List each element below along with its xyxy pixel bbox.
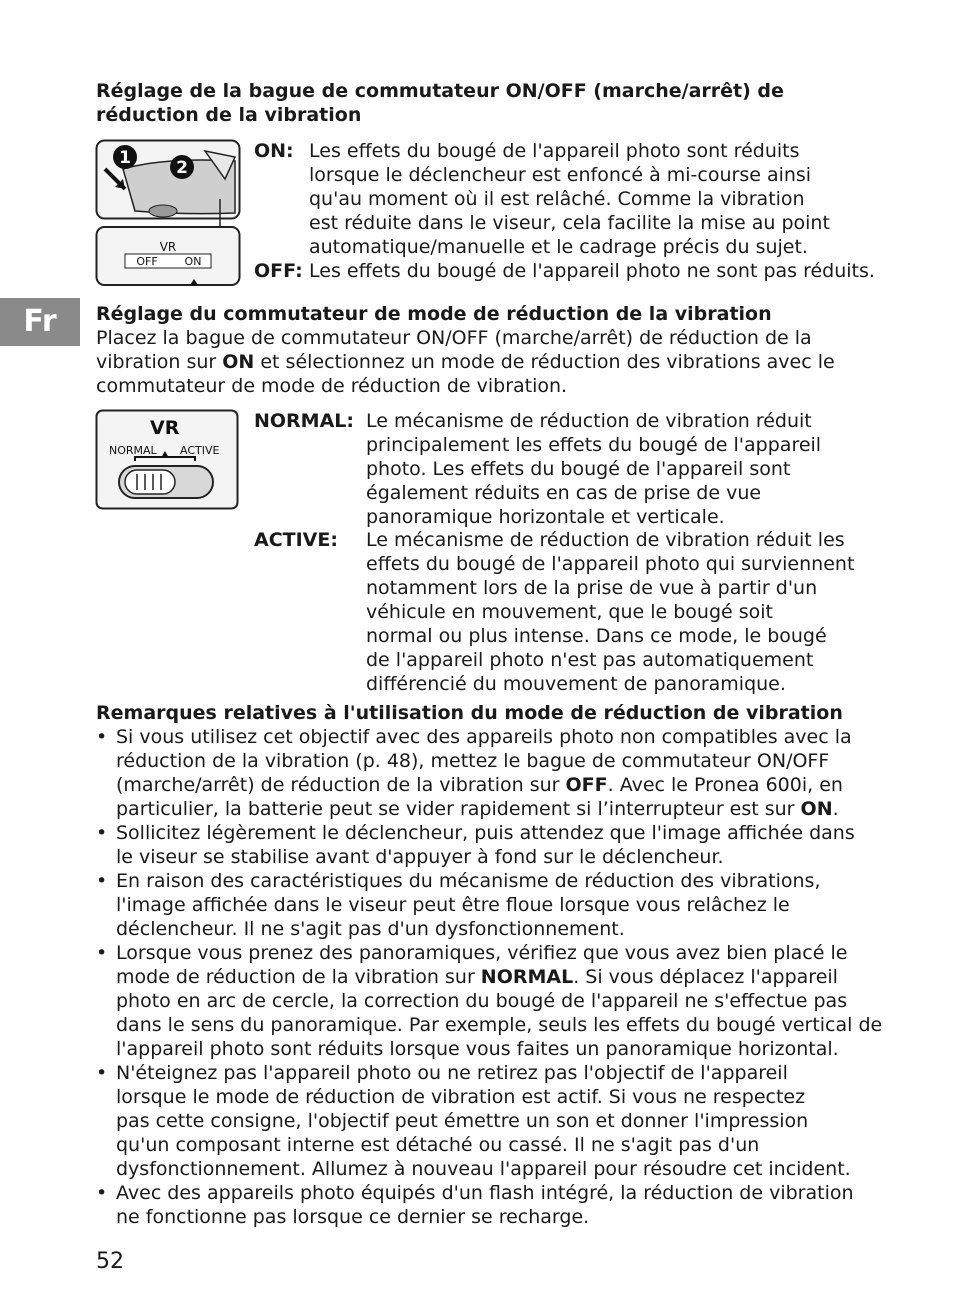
definition-active-text: Le mécanisme de réduction de vibration réduit les effets du bougé de l'appareil photo qui surviennent notamment lors de la prise de vue à partir d'un véhicule en mouvement, que le bougé soit normal ou plus intense. Dans ce mode, le bougé de l'appareil photo n'est pas automatiquement différencié du mouvement de panoramique. bbox=[366, 529, 855, 695]
section-heading-notes: Remarques relatives à l'utilisation du mode de réduction de vibration bbox=[96, 702, 843, 724]
bullet: • bbox=[96, 1182, 108, 1204]
section-heading-vr-mode: Réglage du commutateur de mode de réduction de la vibration bbox=[96, 303, 772, 325]
step2-number: 2 bbox=[176, 158, 188, 178]
definition-off: OFF: Les effets du bougé de l'appareil photo ne sont pas réduits. bbox=[254, 260, 875, 282]
definition-on: ON: Les effets du bougé de l'appareil photo sont réduits lorsque le déclencheur est enfoncé à mi-course ainsi qu'au moment où il est relâché. Comme la vibration est réduite dans le viseur, cela facilite la mise au point automatique/manuelle et le cadrage précis du sujet. bbox=[254, 139, 874, 259]
section-heading-vr-ring: Réglage de la bague de commutateur ON/OFF (marche/arrêt) de réduction de la vibration bbox=[96, 80, 784, 126]
bullet: • bbox=[96, 942, 108, 964]
definition-on-text: Les effets du bougé de l'appareil photo sont réduits lorsque le déclencheur est enfoncé à mi-course ainsi qu'au moment où il est relâché. Comme la vibration est réduite dans le viseur, cela facilite la mise au point automatique/manuelle et le cadrage précis du sujet. bbox=[309, 140, 830, 258]
definition-normal-text: Le mécanisme de réduction de vibration réduit principalement les effets du bougé de l'appareil photo. Les effets du bougé de l'appareil sont également réduits en cas de prise de vue panoramique horizontale et verticale. bbox=[366, 410, 822, 528]
lens-knob bbox=[149, 205, 177, 217]
page-number: 52 bbox=[96, 1249, 124, 1274]
list-item: • Sollicitez légèrement le déclencheur, puis attendez que l'image affichée dans le viseur se stabilise avant d'appuyer à fond sur le déclencheur. bbox=[96, 822, 855, 868]
step1-number: 1 bbox=[119, 148, 131, 168]
on-label: ON bbox=[184, 255, 202, 268]
notes-list bbox=[96, 725, 886, 1229]
list-item: • Lorsque vous prenez des panoramiques, vérifiez que vous avez bien placé le mode de réduction de la vibration sur NORMAL. Si vous déplacez l'appareil photo en arc de cercle, la correction du bougé de l'appareil ne s'effectue pas dans le sens du panoramique. Par exemple, seuls les effets du bougé vertical de l'appareil photo sont réduits lorsque vous faites un panoramique horizontal. bbox=[96, 942, 883, 1060]
off-label: OFF bbox=[136, 255, 158, 268]
mode-vr-label: VR bbox=[150, 417, 180, 439]
bullet: • bbox=[96, 726, 108, 748]
section-vr-mode: Réglage du commutateur de mode de réduction de la vibration Placez la bague de commutateur ON/OFF (marche/arrêt) de réduction de la vibration sur ON et sélectionnez un mode de réduction des vibrations avec le commutateur de mode de réduction de vibration. bbox=[96, 303, 835, 397]
language-tab: Fr bbox=[0, 298, 80, 346]
intro-line-2: vibration sur ON et sélectionnez un mode de réduction des vibrations avec le bbox=[96, 351, 835, 373]
vr-label: VR bbox=[159, 240, 177, 254]
list-item: • N'éteignez pas l'appareil photo ou ne retirez pas l'objectif de l'appareil lorsque le mode de réduction de vibration est actif. Si vous ne respectez pas cette consigne, l'objectif peut émettre un son et donner l'impression qu'un composant interne est détaché ou cassé. Il ne s'agit pas d'un dysfonctionnement. Allumez à nouveau l'appareil pour résoudre cet incident. bbox=[96, 1062, 851, 1180]
bullet: • bbox=[96, 1062, 108, 1084]
bullet: • bbox=[96, 870, 108, 892]
vr-mode-switch-illustration bbox=[95, 409, 241, 512]
switch-slider bbox=[125, 470, 175, 494]
list-item: • Avec des appareils photo équipés d'un flash intégré, la réduction de vibration ne fonctionne pas lorsque ce dernier se recharge. bbox=[96, 1182, 854, 1228]
definition-active: ACTIVE: Le mécanisme de réduction de vibration réduit les effets du bougé de l'appareil photo qui surviennent notamment lors de la prise de vue à partir d'un véhicule en mouvement, que le bougé soit normal ou plus intense. Dans ce mode, le bougé de l'appareil photo n'est pas automatiquement différencié du mouvement de panoramique. bbox=[254, 528, 874, 696]
normal-label: NORMAL bbox=[109, 444, 157, 457]
vr-ring-illustration bbox=[95, 139, 243, 289]
active-label: ACTIVE bbox=[180, 444, 220, 457]
list-item: • Si vous utilisez cet objectif avec des appareils photo non compatibles avec la réduction de la vibration (p. 48), mettez le bague de commutateur ON/OFF (marche/arrêt) de réduction de la vibration sur OFF. Avec le Pronea 600i, en particulier, la batterie peut se vider rapidement si l’interrupteur est sur ON. bbox=[96, 726, 852, 820]
bullet: • bbox=[96, 822, 108, 844]
list-item: • En raison des caractéristiques du mécanisme de réduction des vibrations, l'image affichée dans le viseur peut être floue lorsque vous relâchez le déclencheur. Il ne s'agit pas d'un dysfonctionnement. bbox=[96, 870, 821, 940]
definition-normal: NORMAL: Le mécanisme de réduction de vibration réduit principalement les effets du bougé de l'appareil photo. Les effets du bougé de l'appareil sont également réduits en cas de prise de vue panoramique horizontale et verticale. bbox=[254, 409, 874, 529]
